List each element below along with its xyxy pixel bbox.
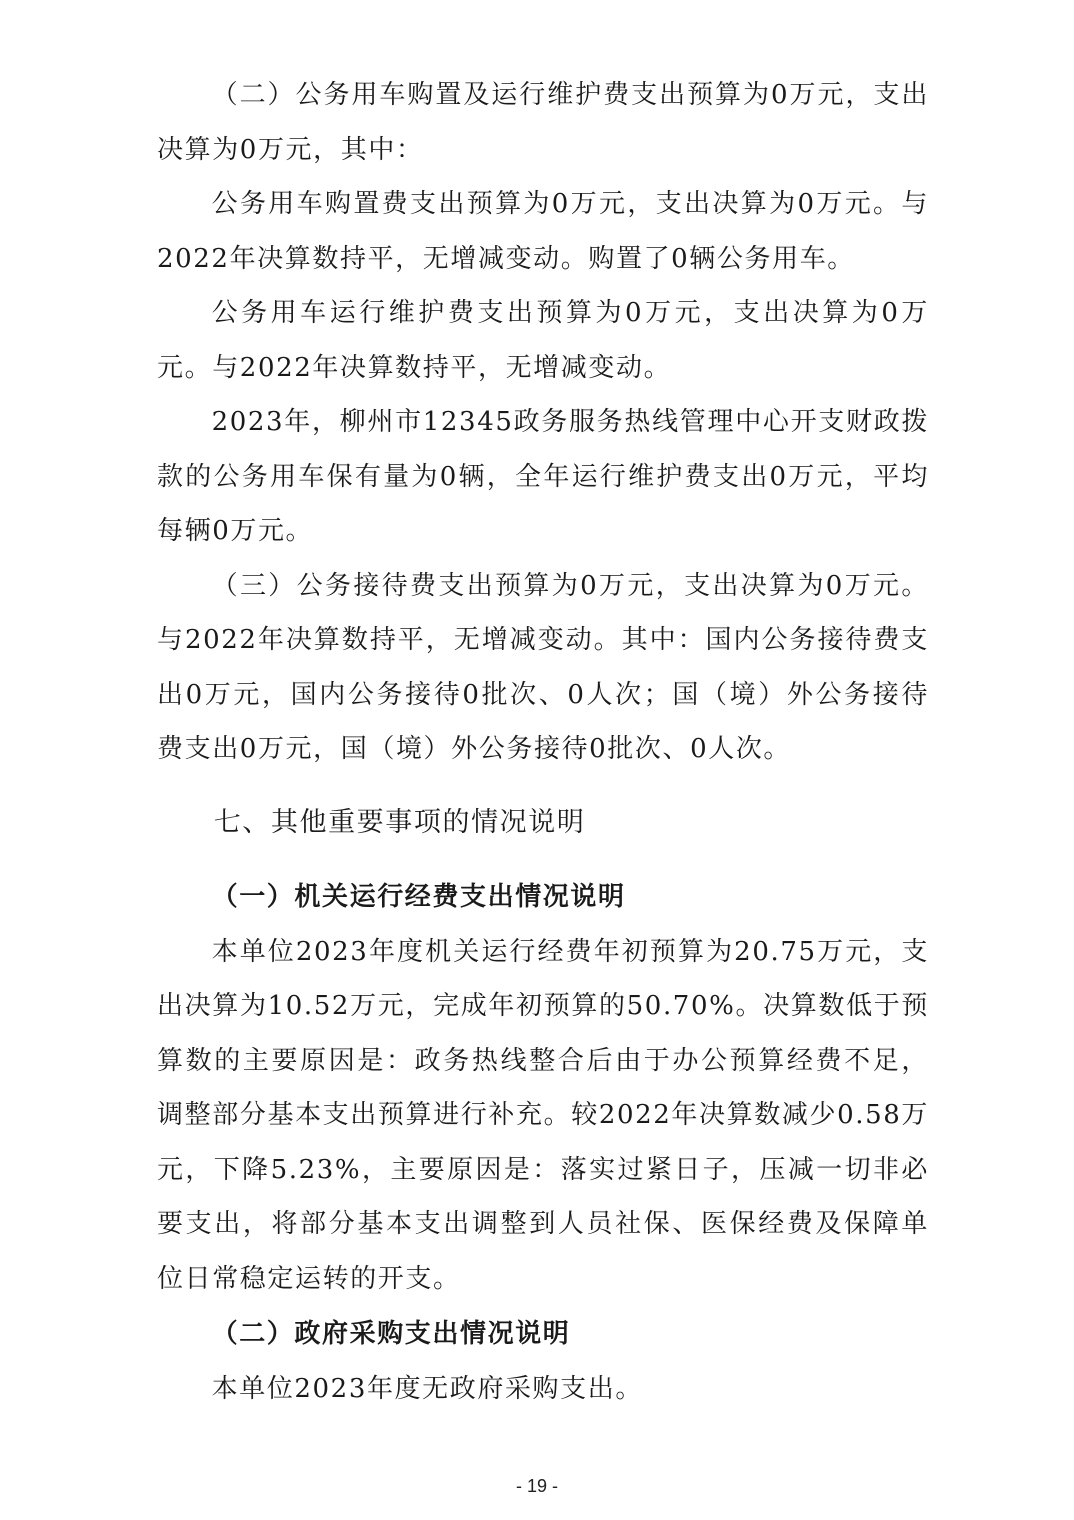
paragraph-vehicle-maintenance: 公务用车运行维护费支出预算为0万元，支出决算为0万元。与2022年决算数持平，无增减变动。 [157, 298, 929, 383]
page-content [157, 68, 929, 1417]
paragraph-procurement: 本单位2023年度无政府采购支出。 [211, 1374, 643, 1404]
paragraph-vehicle-summary: （二）公务用车购置及运行维护费支出预算为0万元，支出决算为0万元，其中： [157, 80, 929, 165]
subsection-heading-procurement: （二）政府采购支出情况说明 [211, 1319, 571, 1349]
paragraph-operating-expenses: 本单位2023年度机关运行经费年初预算为20.75万元，支出决算为10.52万元，完成年初预算的50.70%。决算数低于预算数的主要原因是：政务热线整合后由于办公预算经费不足，调整部分基本支出预算进行补充。较2022年决算数减少0.58万元，下降5.23%，主要原因是：落实过紧日子，压减一切非必要支出，将部分基本支出调整到人员社保、医保经费及保障单位日常稳定运转的开支。 [157, 936, 929, 1294]
subsection-heading-operating-expenses: （一）机关运行经费支出情况说明 [211, 881, 626, 912]
paragraph-vehicle-holdings: 2023年，柳州市12345政务服务热线管理中心开支财政拨款的公务用车保有量为0辆，全年运行维护费支出0万元，平均每辆0万元。 [157, 407, 929, 546]
page-number: - 19 - [515, 1476, 558, 1496]
paragraph-vehicle-purchase: 公务用车购置费支出预算为0万元，支出决算为0万元。与2022年决算数持平，无增减变动。购置了0辆公务用车。 [157, 189, 929, 274]
section-heading-other-matters: 七、其他重要事项的情况说明 [213, 806, 586, 838]
paragraph-reception-expense: （三）公务接待费支出预算为0万元，支出决算为0万元。与2022年决算数持平，无增减变动。其中：国内公务接待费支出0万元，国内公务接待0批次、0人次；国（境）外公务接待费支出0万元，国（境）外公务接待0批次、0人次。 [157, 570, 929, 764]
